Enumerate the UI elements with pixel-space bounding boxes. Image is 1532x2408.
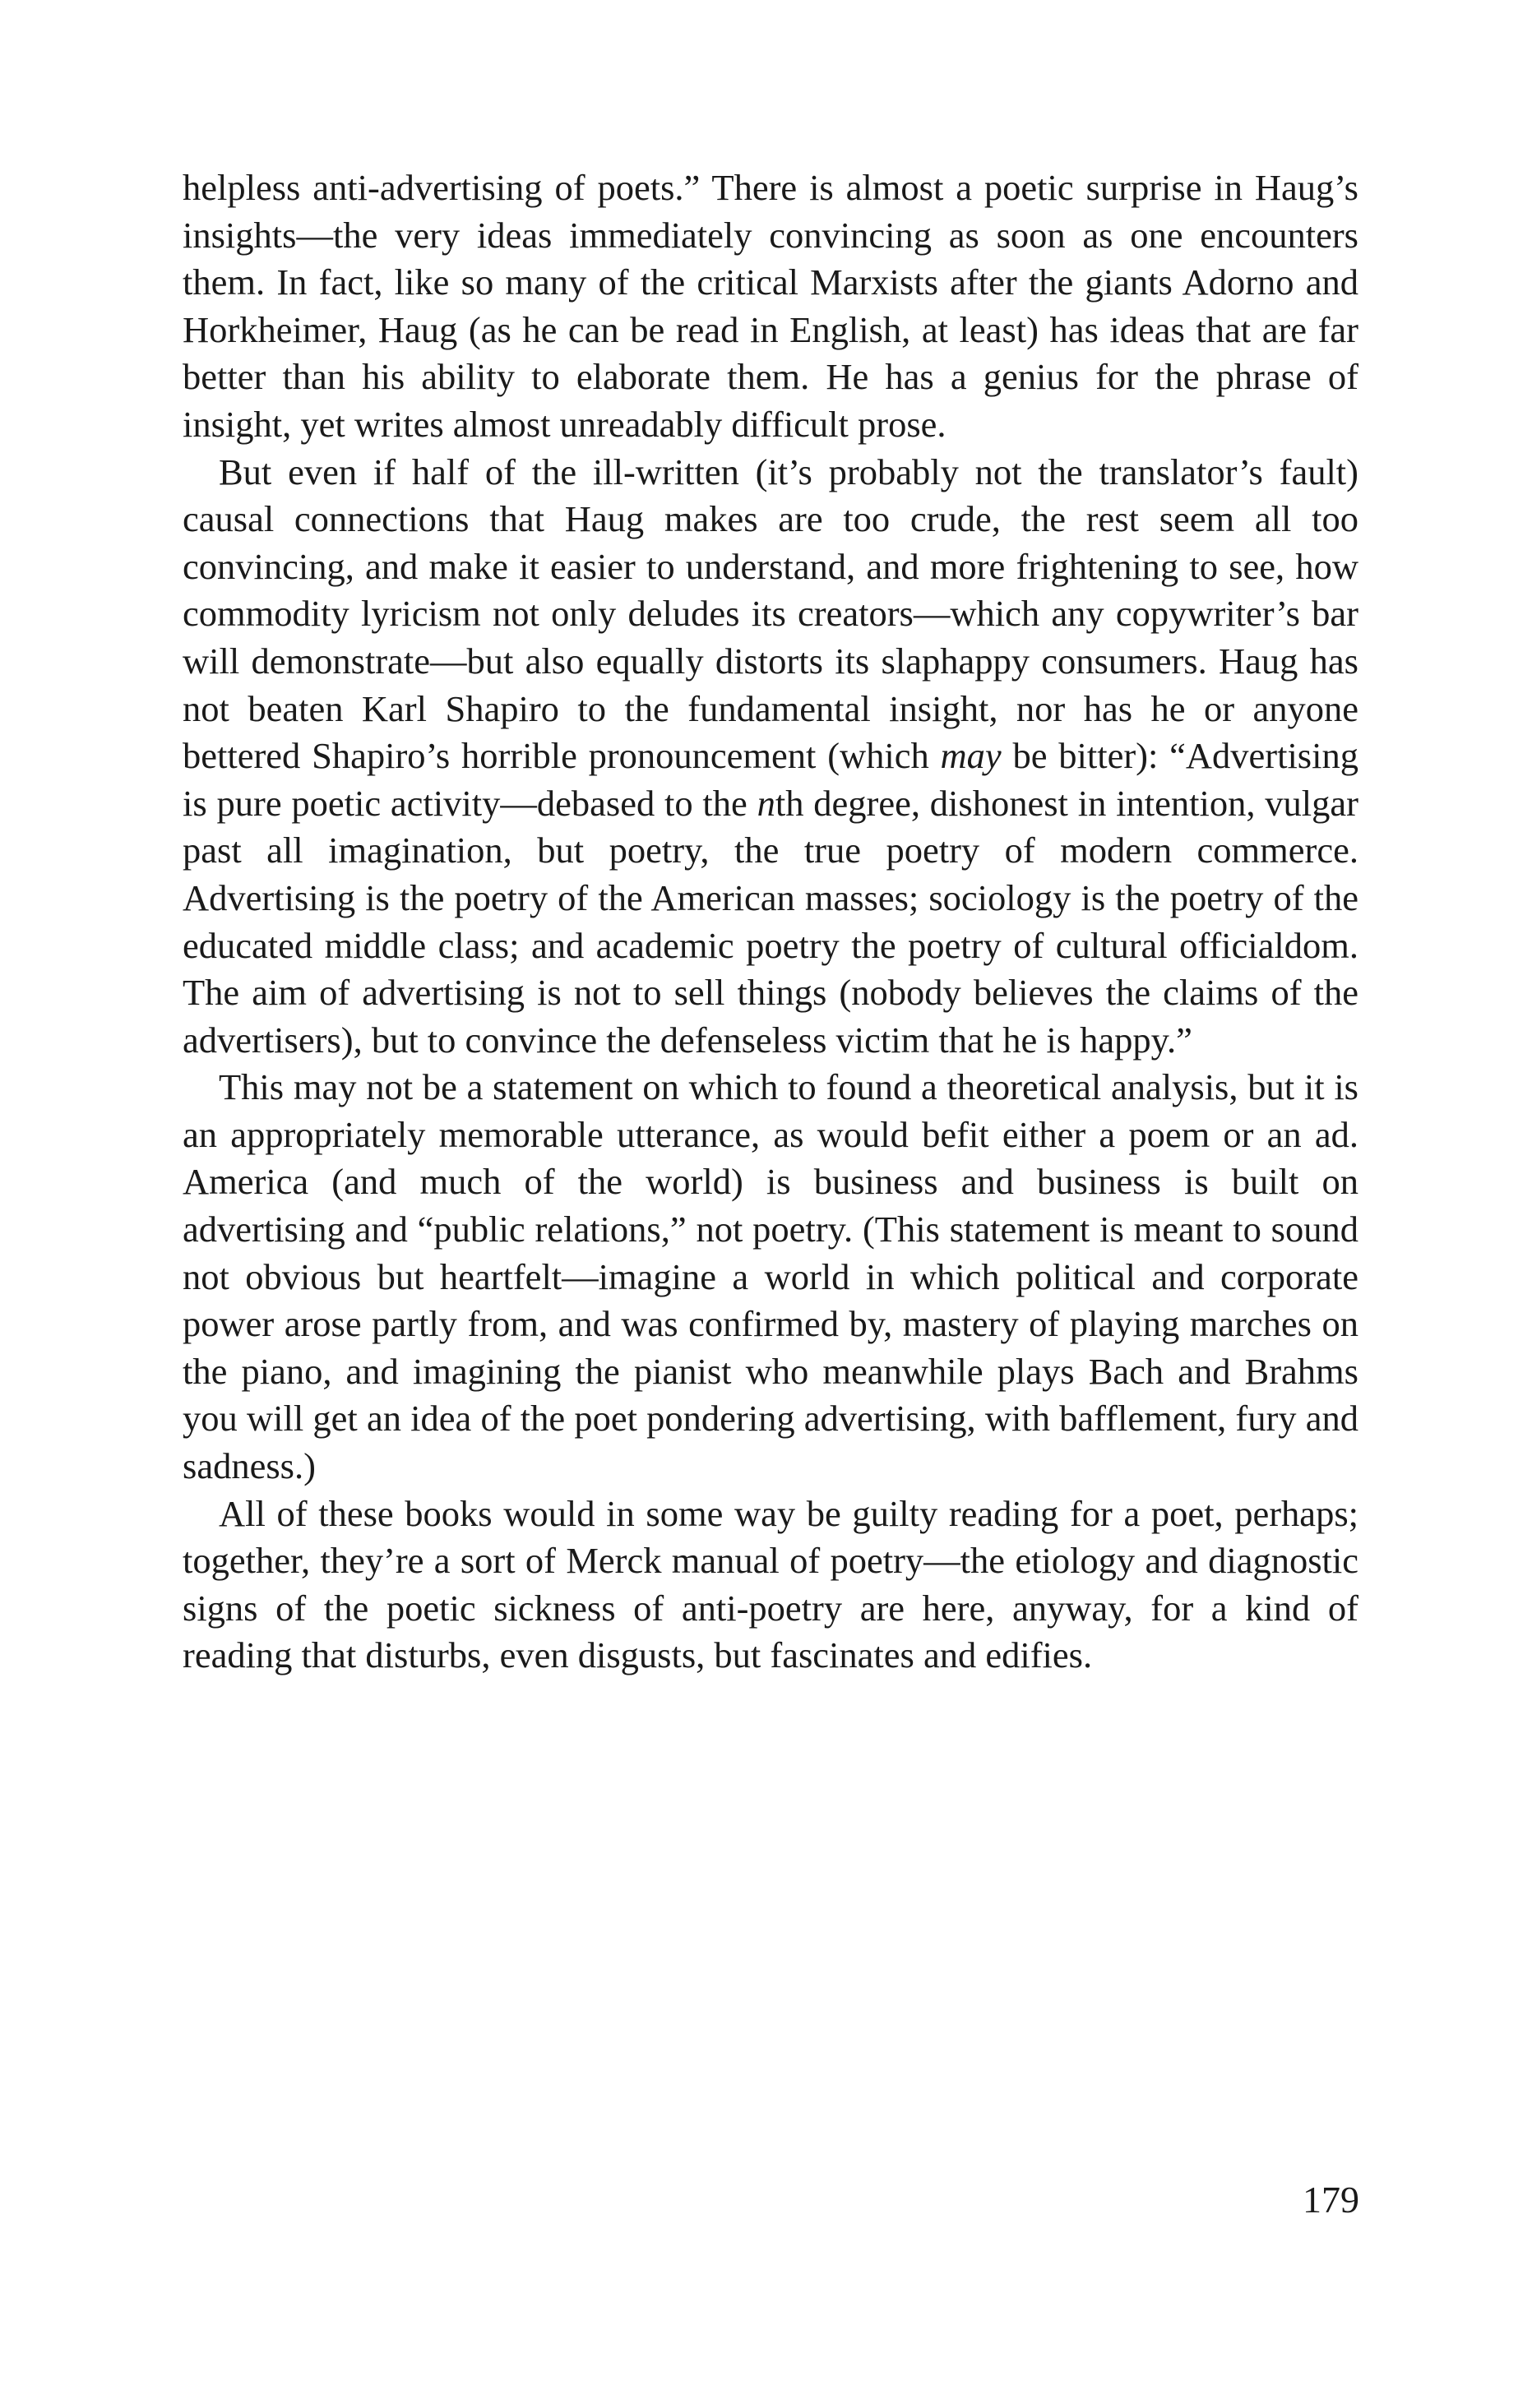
page-number: 179 xyxy=(1303,2179,1359,2221)
paragraph-text: helpless anti-advertising of poets.” There is almost a poetic surprise in Haug’s insights—the very ideas immediately convincing as soon as one encounters them. In fact, like so many of the critical Marxists after the giants Adorno and Horkheimer, Haug (as he can be read in English, at least) has ideas that are far better than his ability to elaborate them. He has a genius for the phrase of insight, yet writes almost unreadably difficult prose. xyxy=(183,167,1358,445)
paragraph-text: But even if half of the ill-written (it’s probably not the translator’s fault) causal connections that Haug makes are too crude, the rest seem all too convincing, and make it easier to understand, and more frightening to see, how commodity lyricism not only deludes its creators—which any copywriter’s bar will demonstrate—but also equally distorts its slaphappy consumers. Haug has not beaten Karl Shapiro to the fundamental insight, nor has he or anyone bettered Shapiro’s horrible pronouncement (which xyxy=(183,451,1358,777)
italic-letter-n: n xyxy=(757,782,775,824)
paragraph-4 xyxy=(183,1491,1358,1680)
italic-word-may: may xyxy=(940,735,1002,777)
paragraph-text: th degree, dishonest in intention, vulgar past all imagination, but poetry, the true poetry of modern commerce. Advertising is the poetry of the American masses; sociology is the poetry of the educated middle class; and academic poetry the poetry of cultural officialdom. The aim of advertising is not to sell things (nobody believes the claims of the advertisers), but to convince the defenseless victim that he is happy.” xyxy=(183,782,1358,1061)
paragraph-1 xyxy=(183,164,1358,449)
paragraph-text: This may not be a statement on which to found a theoretical analysis, but it is an appropriately memorable utterance, as would befit either a poem or an ad. America (and much of the world) is business and business is built on advertising and “public relations,” not poetry. (This statement is meant to sound not obvious but heartfelt—imagine a world in which political and corporate power arose partly from, and was confirmed by, mastery of playing marches on the piano, and imagining the pianist who meanwhile plays Bach and Brahms you will get an idea of the poet pondering advertising, with bafflement, fury and sadness.) xyxy=(183,1066,1358,1487)
paragraph-3 xyxy=(183,1064,1358,1490)
paragraph-text: be bitter): “Advertising is pure poetic activity—debased to the xyxy=(183,735,1358,824)
paragraph-2 xyxy=(183,449,1358,1065)
body-text xyxy=(183,164,1358,1680)
paragraph-text: All of these books would in some way be guilty reading for a poet, perhaps; together, they’re a sort of Merck manual of poetry—the etiology and diagnostic signs of the poetic sickness of anti-poetry are here, anyway, for a kind of reading that disturbs, even disgusts, but fascinates and edifies. xyxy=(183,1492,1358,1676)
